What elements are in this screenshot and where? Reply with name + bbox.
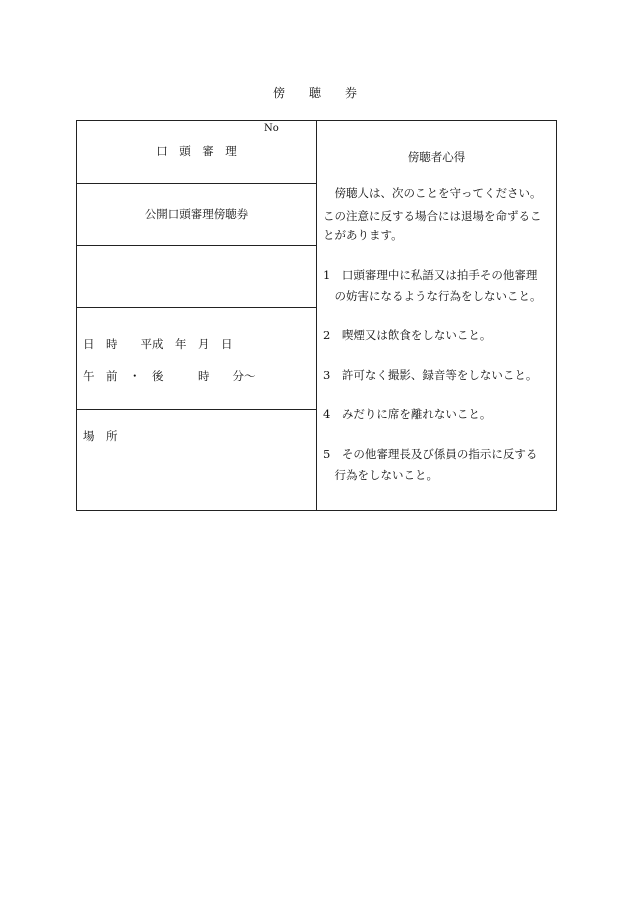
ticket-name-cell bbox=[77, 184, 316, 246]
datetime-cell bbox=[77, 308, 316, 410]
rule-4: 4 みだりに席を離れないこと。 bbox=[323, 407, 492, 421]
ticket-stub-column bbox=[77, 121, 317, 510]
rule-1-line-1: 1 口頭審理中に私語又は拍手その他審理 bbox=[323, 268, 538, 282]
hearing-cell bbox=[77, 121, 316, 184]
place-cell bbox=[77, 410, 316, 510]
ticket-table bbox=[76, 120, 557, 511]
notice-intro-line-3: とがあります。 bbox=[323, 228, 403, 242]
datetime-line-1: 日 時 平成 年 月 日 bbox=[83, 337, 233, 351]
rule-1-line-2: の妨害になるような行為をしないこと。 bbox=[323, 289, 542, 303]
ticket-name: 公開口頭審理傍聴券 bbox=[144, 207, 249, 221]
rule-5-line-2: 行為をしないこと。 bbox=[323, 468, 438, 482]
page-title: 傍 聴 券 bbox=[272, 86, 357, 100]
notice-column bbox=[317, 121, 556, 510]
datetime-line-2: 午 前 ・ 後 時 分～ bbox=[83, 369, 256, 383]
blank-cell bbox=[77, 246, 316, 308]
rule-5-line-1: 5 その他審理長及び係員の指示に反する bbox=[323, 447, 538, 461]
rule-3: 3 許可なく撮影、録音等をしないこと。 bbox=[323, 368, 538, 382]
notice-intro-line-1: 傍聴人は、次のことを守ってください。 bbox=[323, 186, 542, 200]
rule-2: 2 喫煙又は飲食をしないこと。 bbox=[323, 328, 492, 342]
place-label: 場 所 bbox=[83, 429, 118, 443]
notice-title: 傍聴者心得 bbox=[407, 150, 466, 164]
number-label: No bbox=[264, 123, 279, 134]
hearing-label: 口 頭 審 理 bbox=[156, 144, 237, 158]
notice-intro-line-2: この注意に反する場合には退場を命ずるこ bbox=[323, 209, 542, 223]
